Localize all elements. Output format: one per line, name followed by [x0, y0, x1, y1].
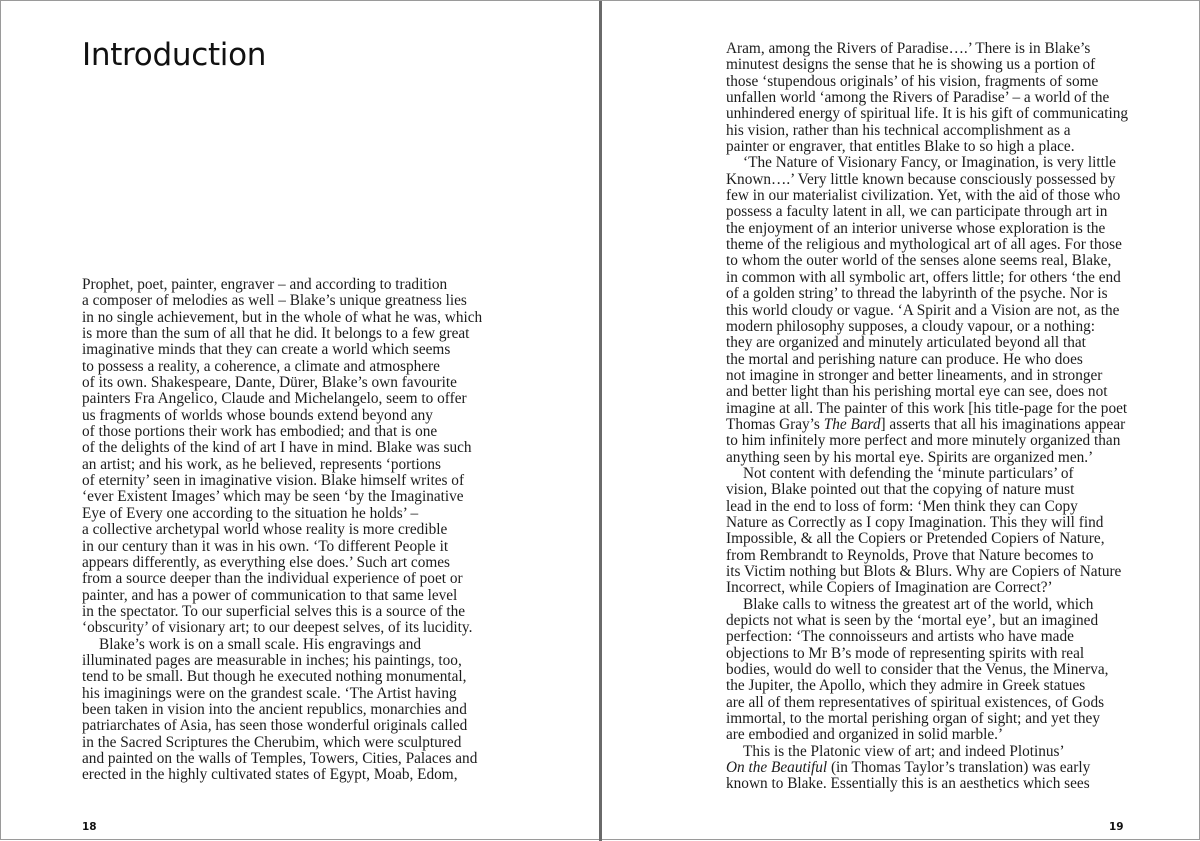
text-line: [726, 286, 1126, 302]
text-line: [726, 155, 1126, 171]
text-span: Incorrect, while Copiers of Imagination are Correct?’: [726, 579, 1053, 597]
left-page: [1, 1, 599, 841]
text-span: few in our materialist civilization. Yet, with the aid of those who: [726, 187, 1121, 205]
text-span: theme of the religious and mythological art of all ages. For those: [726, 236, 1122, 254]
text-span: (in Thomas Taylor’s translation) was early: [827, 759, 1091, 777]
text-line: to possess a reality, a coherence, a climate and atmosphere: [82, 357, 440, 375]
text-line: [726, 384, 1126, 400]
text-span: from Rembrandt to Reynolds, Prove that Nature becomes to: [726, 546, 1094, 564]
italic-title: On the Beautiful: [726, 759, 828, 777]
text-line: [726, 776, 1126, 792]
text-line: [726, 105, 1129, 123]
text-line: [726, 629, 1126, 645]
text-line: in the spectator. To our superficial selves this is a source of the: [82, 602, 466, 620]
text-span: to him infinitely more perfect and more minutely organized than: [726, 432, 1121, 450]
text-line: been taken in vision into the ancient republics, monarchies and: [82, 700, 467, 718]
text-span: perfection: ‘The connoisseurs and artists who have made: [726, 628, 1074, 646]
text-span: bodies, would do well to consider that the Venus, the Minerva,: [726, 661, 1109, 679]
text-line: [726, 57, 1126, 73]
text-span: are all of them representatives of spiritual existences, of Gods: [726, 693, 1105, 711]
text-line: Blake’s work is on a small scale. His engravings and: [99, 635, 422, 653]
text-span: and better light than his perishing mortal eye can see, does not: [726, 383, 1108, 401]
text-line: [726, 74, 1126, 90]
text-line: a collective archetypal world whose reality is more credible: [82, 521, 448, 539]
text-line: [726, 319, 1126, 335]
text-line: [726, 548, 1126, 564]
text-span: Blake calls to witness the greatest art of the world, which: [743, 595, 1094, 613]
text-line: [726, 564, 1126, 580]
page-number-left: 18: [82, 821, 97, 833]
text-line: an artist; and his work, as he believed, represents ‘portions: [82, 455, 441, 473]
text-line: [726, 499, 1126, 515]
text-span: those ‘stupendous originals’ of his vision, fragments of some: [726, 72, 1099, 90]
text-span: imagine at all. The painter of this work [his title-page for the poet: [726, 399, 1128, 417]
text-line: [726, 678, 1126, 694]
right-body-text: [726, 40, 1129, 793]
text-line: [726, 727, 1126, 743]
text-line: [726, 711, 1126, 727]
text-line: painters Fra Angelico, Claude and Michelangelo, seem to offer: [82, 390, 467, 408]
text-line: [726, 139, 1126, 155]
text-line: [726, 401, 1126, 417]
text-line: [726, 531, 1126, 547]
text-span: anything seen by his mortal eye. Spirits are organized men.’: [726, 448, 1094, 466]
text-line: Eye of Every one according to the situation he holds’ –: [82, 504, 419, 522]
text-span: his vision, rather than his technical accomplishment as a: [726, 121, 1071, 139]
text-line: from a source deeper than the individual experience of poet or: [82, 570, 463, 588]
text-line: [726, 188, 1126, 204]
text-line: [726, 646, 1126, 662]
italic-title: The Bard: [823, 415, 881, 433]
text-line: [726, 597, 1126, 613]
text-span: objections to Mr B’s mode of representing spirits with real: [726, 644, 1085, 662]
page-number-right: 19: [1109, 821, 1124, 833]
text-line: [726, 580, 1126, 596]
text-span: this world cloudy or vague. ‘A Spirit and a Vision are not, as the: [726, 301, 1120, 319]
text-span: unfallen world ‘among the Rivers of Paradise’ – a world of the: [726, 89, 1110, 107]
text-span: minutest designs the sense that he is showing us a portion of: [726, 56, 1096, 74]
text-span: Nature as Correctly as I copy Imagination. This they will find: [726, 513, 1104, 531]
left-body-text: [82, 277, 482, 784]
text-line: of its own. Shakespeare, Dante, Dürer, Blake’s own favourite: [82, 374, 457, 392]
text-line: [726, 744, 1126, 760]
text-line: and painted on the walls of Temples, Towers, Cities, Palaces and: [82, 749, 478, 767]
text-line: patriarchates of Asia, has seen those wonderful originals called: [82, 717, 468, 735]
text-span: the enjoyment of an interior universe whose exploration is the: [726, 219, 1106, 237]
text-line: illuminated pages are measurable in inches; his paintings, too,: [82, 651, 462, 669]
text-line: [726, 417, 1126, 433]
text-line: [726, 695, 1126, 711]
text-span: This is the Platonic view of art; and indeed Plotinus’: [743, 742, 1065, 760]
text-line: of those portions their work has embodied; and that is one: [82, 423, 438, 441]
text-span: possess a faculty latent in all, we can participate through art in: [726, 203, 1108, 221]
text-line: ‘ever Existent Images’ which may be seen ‘by the Imaginative: [82, 488, 464, 506]
text-span: modern philosophy supposes, a cloudy vapour, or a nothing:: [726, 317, 1096, 335]
text-line: tend to be small. But though he executed nothing monumental,: [82, 668, 467, 686]
text-line: [726, 303, 1126, 319]
chapter-title: Introduction: [82, 37, 267, 73]
text-line: [726, 482, 1126, 498]
text-line: imaginative minds that they can create a world which seems: [82, 341, 451, 359]
text-span: Known….’ Very little known because consciously possessed by: [726, 170, 1116, 188]
text-line: appears differently, as everything else does.’ Such art comes: [82, 553, 450, 571]
text-span: they are organized and minutely articulated beyond all that: [726, 334, 1086, 352]
text-span: the mortal and perishing nature can produce. He who does: [726, 350, 1083, 368]
text-line: [726, 335, 1126, 351]
text-line: [726, 237, 1126, 253]
text-line: is more than the sum of all that he did. It belongs to a few great: [82, 325, 470, 343]
text-line: [726, 466, 1126, 482]
text-span: vision, Blake pointed out that the copying of nature must: [726, 481, 1075, 499]
text-span: in common with all symbolic art, offers little; for others ‘the end: [726, 268, 1121, 286]
text-span: Impossible, & all the Copiers or Pretended Copiers of Nature,: [726, 530, 1105, 548]
text-line: Prophet, poet, painter, engraver – and according to tradition: [82, 276, 448, 293]
text-line: [726, 352, 1126, 368]
text-span: ‘The Nature of Visionary Fancy, or Imagination, is very little: [743, 154, 1116, 172]
text-line: painter, and has a power of communication to that same level: [82, 586, 458, 604]
text-span: depicts not what is seen by the ‘mortal eye’, but an imagined: [726, 612, 1099, 630]
text-line: [726, 270, 1126, 286]
text-line: in our century than it was in his own. ‘To different People it: [82, 537, 449, 555]
text-line: ‘obscurity’ of visionary art; to our deepest selves, of its lucidity.: [82, 619, 473, 637]
text-line: of the delights of the kind of art I have in mind. Blake was such: [82, 439, 472, 457]
text-line: [726, 41, 1126, 57]
text-line: a composer of melodies as well – Blake’s unique greatness lies: [82, 292, 467, 310]
text-line: his imaginings were on the grandest scale. ‘The Artist having: [82, 684, 457, 702]
text-span: of a golden string’ to thread the labyrinth of the psyche. Nor is: [726, 285, 1108, 303]
text-span: known to Blake. Essentially this is an aesthetics which sees: [726, 775, 1090, 793]
text-line: [726, 90, 1126, 106]
text-span: painter or engraver, that entitles Blake to so high a place.: [726, 138, 1075, 156]
text-line: [726, 760, 1126, 776]
text-line: [726, 172, 1126, 188]
text-line: [726, 368, 1126, 384]
text-line: [726, 253, 1126, 269]
text-span: the Jupiter, the Apollo, which they admire in Greek statues: [726, 677, 1086, 695]
text-line: [726, 433, 1126, 449]
text-line: in the Sacred Scriptures the Cherubim, which were sculptured: [82, 733, 462, 751]
text-line: [726, 221, 1126, 237]
text-line: erected in the highly cultivated states of Egypt, Moab, Edom,: [82, 766, 458, 784]
text-line: in no single achievement, but in the whole of what he was, which: [82, 308, 483, 326]
text-line: [726, 123, 1126, 139]
text-line: [726, 450, 1126, 466]
text-span: are embodied and organized in solid marble.’: [726, 726, 1004, 744]
text-span: Thomas Gray’s: [726, 415, 824, 433]
text-line: of eternity’ seen in imaginative vision. Blake himself writes of: [82, 472, 465, 490]
text-line: [726, 204, 1126, 220]
text-span: to whom the outer world of the senses alone seems real, Blake,: [726, 252, 1112, 270]
right-page: [602, 1, 1200, 841]
text-span: not imagine in stronger and better lineaments, and in stronger: [726, 366, 1103, 384]
text-span: Not content with defending the ‘minute particulars’ of: [743, 464, 1074, 482]
text-line: [726, 613, 1126, 629]
text-span: lead in the end to loss of form: ‘Men think they can Copy: [726, 497, 1078, 515]
text-span: its Victim nothing but Blots & Blurs. Why are Copiers of Nature: [726, 563, 1122, 580]
text-span: ] asserts that all his imaginations appear: [880, 415, 1126, 433]
text-span: immortal, to the mortal perishing organ of sight; and yet they: [726, 710, 1100, 728]
text-line: us fragments of worlds whose bounds extend beyond any: [82, 406, 433, 424]
text-span: Aram, among the Rivers of Paradise….’ There is in Blake’s: [726, 40, 1091, 57]
text-line: [726, 515, 1126, 531]
text-span: unhindered energy of spiritual life. It is his gift of communicating: [726, 105, 1129, 123]
text-line: [726, 662, 1126, 678]
